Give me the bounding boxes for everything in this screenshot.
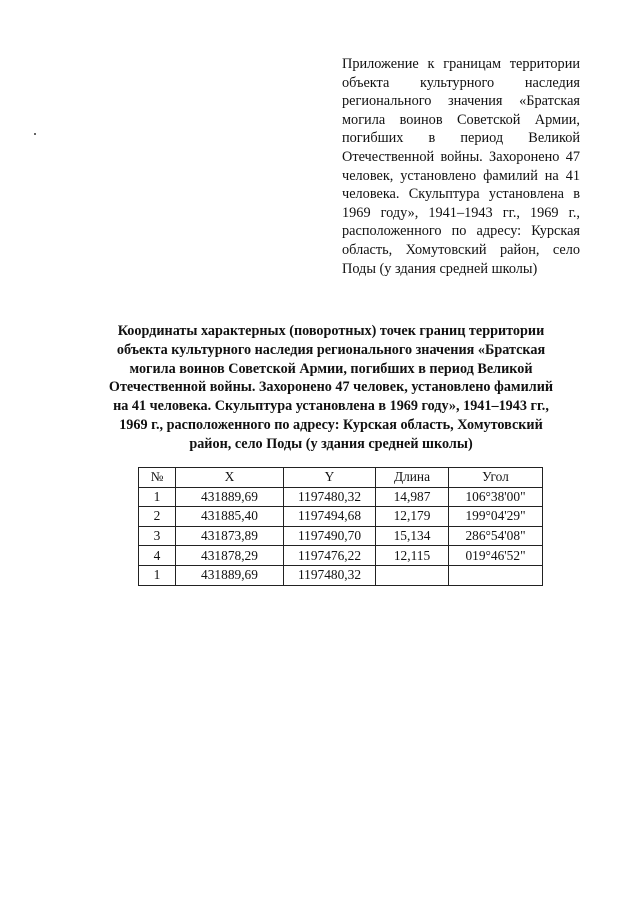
cell-angle: 019°46'52" [449, 546, 543, 566]
column-header-angle: Угол [449, 468, 543, 488]
cell-number: 1 [139, 487, 176, 507]
cell-y: 1197476,22 [284, 546, 376, 566]
table-row [139, 507, 543, 527]
cell-length: 15,134 [376, 526, 449, 546]
cell-angle: 106°38'00" [449, 487, 543, 507]
cell-number: 2 [139, 507, 176, 527]
cell-number: 1 [139, 565, 176, 585]
document-title: Координаты характерных (поворотных) точек границ территории объекта культурного наследия регионального значения «Братская могила воинов Советской Армии, погибших в период Великой Отечественной войны. Захоронено 47 человек, установлено фамилий на 41 человека. Скульптура установлена в 1969 году», 1941–1943 гг., 1969 г., расположенного по адресу: Курская область, Хомутовский район, село Поды (у здания средней школы) [108, 323, 554, 452]
column-header-x: X [176, 468, 284, 488]
column-header-length: Длина [376, 468, 449, 488]
table-row [139, 526, 543, 546]
cell-length: 12,179 [376, 507, 449, 527]
cell-angle [449, 565, 543, 585]
table-row [139, 565, 543, 585]
cell-y: 1197490,70 [284, 526, 376, 546]
table-row [139, 487, 543, 507]
cell-angle: 199°04'29" [449, 507, 543, 527]
appendix-note: Приложение к границам территории объекта культурного наследия регионального значения «Братская могила воинов Советской Армии, погибших в период Великой Отечественной войны. Захоронено 47 человек, установлено фамилий на 41 человека. Скульптура установлена в 1969 году», 1941–1943 гг., 1969 г., расположенного по адресу: Курская область, Хомутовский район, село Поды (у здания средней школы) [342, 56, 580, 277]
cell-y: 1197494,68 [284, 507, 376, 527]
stray-mark [34, 133, 36, 135]
cell-length [376, 565, 449, 585]
table-row [139, 546, 543, 566]
column-header-y: Y [284, 468, 376, 488]
cell-y: 1197480,32 [284, 565, 376, 585]
cell-length: 14,987 [376, 487, 449, 507]
cell-x: 431889,69 [176, 565, 284, 585]
coordinates-table [138, 467, 543, 586]
cell-x: 431873,89 [176, 526, 284, 546]
cell-number: 3 [139, 526, 176, 546]
column-header-number: № [139, 468, 176, 488]
cell-y: 1197480,32 [284, 487, 376, 507]
cell-x: 431889,69 [176, 487, 284, 507]
cell-angle: 286°54'08" [449, 526, 543, 546]
cell-number: 4 [139, 546, 176, 566]
cell-length: 12,115 [376, 546, 449, 566]
cell-x: 431878,29 [176, 546, 284, 566]
table-header-row [139, 468, 543, 488]
cell-x: 431885,40 [176, 507, 284, 527]
